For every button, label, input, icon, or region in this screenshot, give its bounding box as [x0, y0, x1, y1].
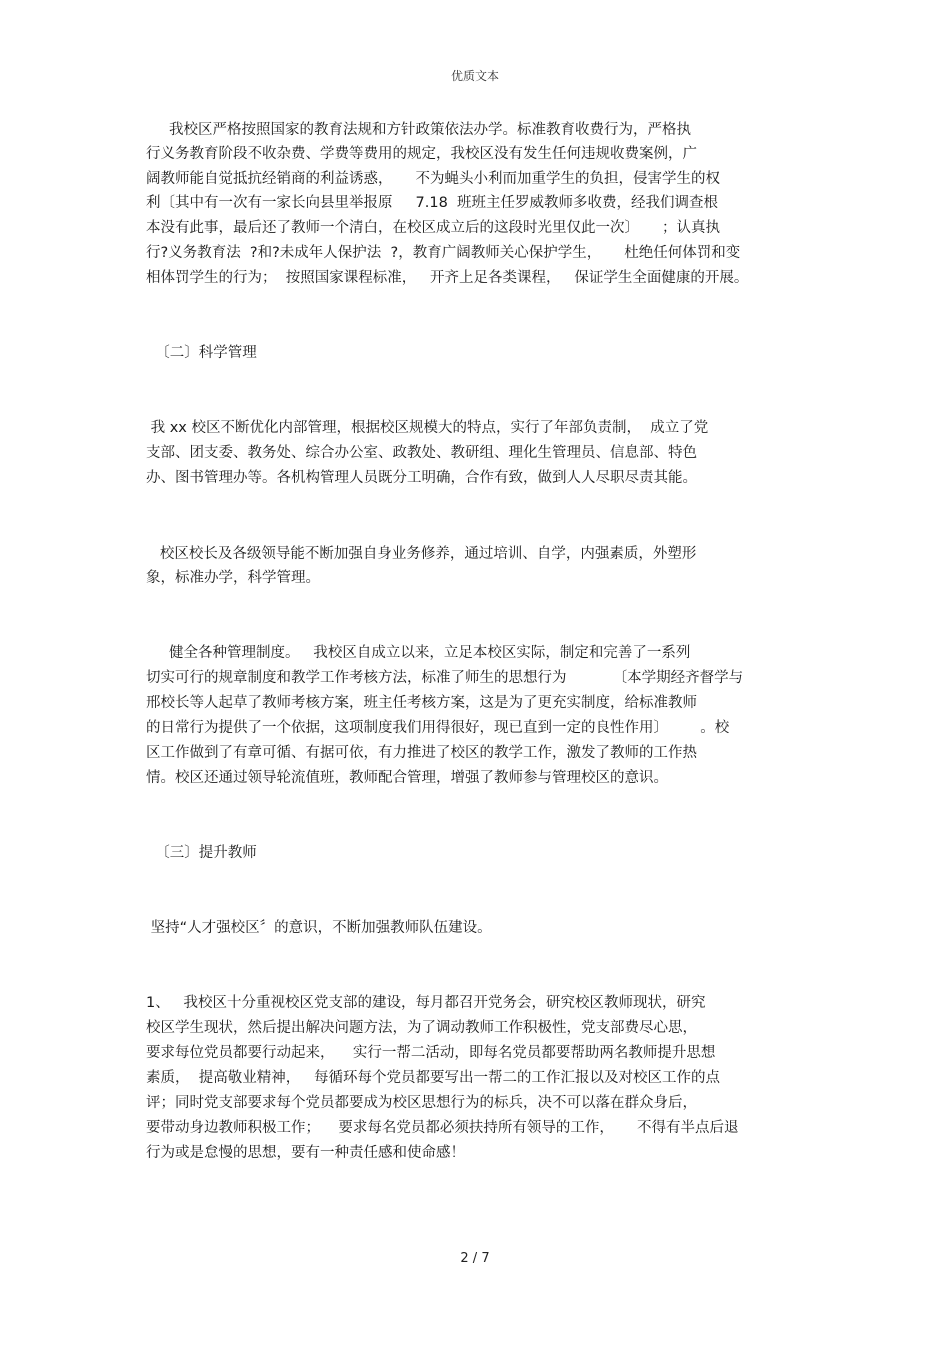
- paragraph-line: 我校区严格按照国家的教育法规和方针政策依法办学。标准教育收费行为，严格执: [146, 122, 692, 138]
- paragraph-line: 阔教师能自觉抵抗经销商的利益诱惑， 不为蝇头小利而加重学生的负担，侵害学生的权: [146, 171, 721, 187]
- paragraph-line: 要求每位党员都要行动起来， 实行一帮二活动，即每名党员都要帮助两名教师提升思想: [146, 1045, 716, 1061]
- paragraph-line: 健全各种管理制度。 我校区自成立以来，立足本校区实际，制定和完善了一系列: [146, 645, 691, 661]
- paragraph-line: 行?义务教育法 ?和?未成年人保护法 ?，教育广阔教师关心保护学生， 杜绝任何体罚和变: [146, 245, 741, 261]
- paragraph-line: 切实可行的规章制度和教学工作考核方法，标准了师生的思想行为 〔本学期经齐督学与: [146, 670, 744, 686]
- paragraph-line: 区工作做到了有章可循、有据可依，有力推进了校区的教学工作，激发了教师的工作热: [146, 745, 697, 761]
- paragraph-line: 1、 我校区十分重视校区党支部的建设，每月都召开党务会，研究校区教师现状，研究: [146, 995, 706, 1011]
- paragraph-line: 情。校区还通过领导轮流值班，教师配合管理，增强了教师参与管理校区的意识。: [146, 770, 668, 786]
- paragraph-line: 素质， 提高敬业精神， 每循环每个党员都要写出一帮二的工作汇报以及对校区工作的点: [146, 1070, 721, 1086]
- paragraph-line: 的日常行为提供了一个依据，这项制度我们用得很好，现已直到一定的良性作用〕 。校: [146, 720, 730, 736]
- page-header: 优质文本: [450, 69, 499, 83]
- paragraph-line: 校区学生现状，然后提出解决问题方法，为了调动教师工作积极性，党支部费尽心思，: [146, 1020, 697, 1036]
- paragraph-line: 本没有此事，最后还了教师一个清白，在校区成立后的这段时光里仅此一次〕 ；认真执: [146, 220, 721, 236]
- paragraph-line: 利〔其中有一次有一家长向县里举报原 7.18 班班主任罗威教师多收费，经我们调查根: [146, 195, 719, 211]
- paragraph-line: 行义务教育阶段不收杂费、学费等费用的规定，我校区没有发生任何违规收费案例，广: [146, 146, 697, 162]
- paragraph-line: 相体罚学生的行为； 按照国家课程标准， 开齐上足各类课程， 保证学生全面健康的开展。: [146, 270, 749, 286]
- paragraph-line: 坚持“人才强校区〞的意识，不断加强教师队伍建设。: [146, 920, 492, 936]
- paragraph-line: 要带动身边教师积极工作； 要求每名党员都必须扶持所有领导的工作， 不得有半点后退: [146, 1120, 739, 1136]
- paragraph-line: 评；同时党支部要求每个党员都要成为校区思想行为的标兵，决不可以落在群众身后，: [146, 1095, 697, 1111]
- page-number: 2 / 7: [460, 1251, 490, 1266]
- section-heading: 〔二〕科学管理: [146, 345, 257, 361]
- paragraph-line: 办、图书管理办等。各机构管理人员既分工明确，合作有致，做到人人尽职尽责其能。: [146, 470, 697, 486]
- paragraph-line: 支部、团支委、教务处、综合办公室、政教处、教研组、理化生管理员、信息部、特色: [146, 445, 697, 461]
- paragraph-line: 校区校长及各级领导能不断加强自身业务修养，通过培训、自学，内强素质，外塑形: [146, 546, 697, 562]
- section-heading: 〔三〕提升教师: [146, 845, 257, 861]
- paragraph-line: 邢校长等人起草了教师考核方案，班主任考核方案，这是为了更充实制度，给标准教师: [146, 695, 697, 711]
- paragraph-line: 行为或是怠慢的思想，要有一种责任感和使命感！: [146, 1145, 465, 1161]
- paragraph-line: 象，标准办学，科学管理。: [146, 570, 320, 586]
- paragraph-line: 我 xx 校区不断优化内部管理，根据校区规模大的特点，实行了年部负责制， 成立了党: [146, 420, 709, 436]
